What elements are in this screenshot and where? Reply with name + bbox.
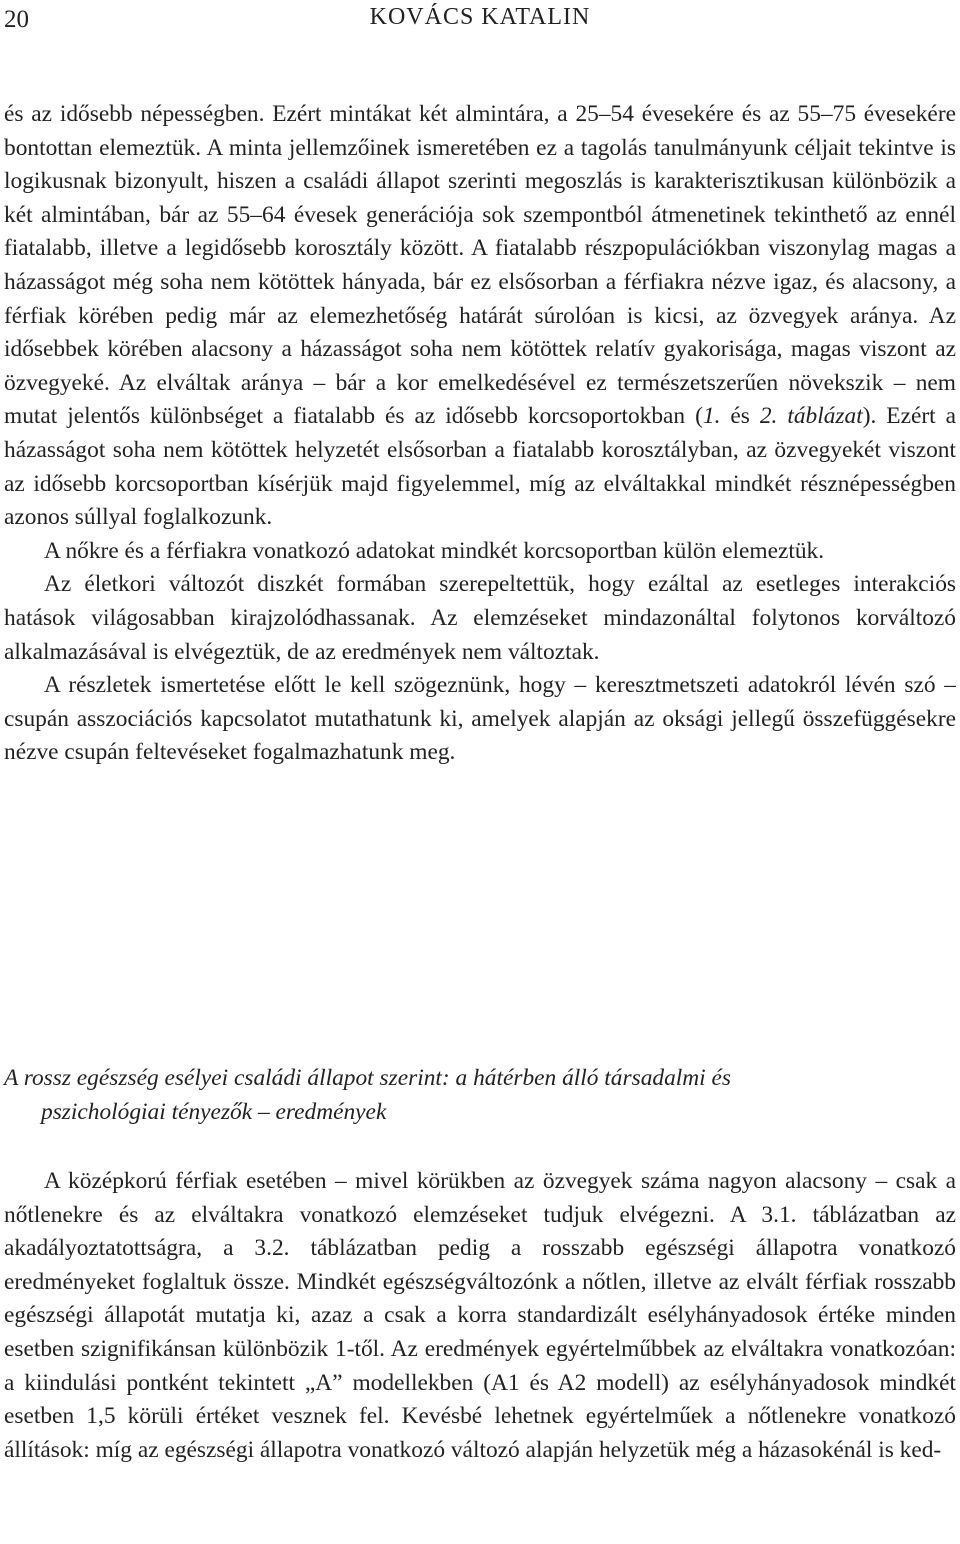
section-heading-line: pszichológiai tényezők – eredmények xyxy=(41,1098,387,1125)
paragraph-text: és az idősebb népességben. Ezért mintákat két almintára, a 25–54 évesekére és az 55–75 évesekére bontottan elemeztük. A minta jellemzőinek ismeretében ez a tagolás tanulmányunk céljait tekintve is logikusnak bizonyult, hiszen a családi állapot szerinti megoszlás is karakterisztikusan különbözik a két almintában, bár az 55–64 évesek generációja sok szempontból átmenetinek tekinthető az ennél fiatalabb, illetve a legidősebb korosztály között. A fiatalabb részpopulációkban viszonylag magas a házasságot még soha nem kötöttek hányada, bár ez elsősorban a férfiakra nézve igaz, és alacsony, a férfiak körében pedig már az elemezhetőség határát súrolóan is kicsi, az özvegyek aránya. Az idősebbek körében alacsony a házasságot soha nem kötöttek relatív gyakorisága, magas viszont az özvegyeké. Az elváltak aránya – bár a kor emelkedésével ez természetszerűen növekszik – nem mutat jelentős különbséget a fiatalabb és az idősebb korcsoportokban ( xyxy=(4,101,956,430)
paragraph xyxy=(4,98,956,535)
table-reference: 1. xyxy=(702,403,721,430)
body-text-top xyxy=(4,98,956,770)
running-head: KOVÁCS KATALIN xyxy=(369,4,591,30)
paragraph: A középkorú férfiak esetében – mivel körükben az özvegyek száma nagyon alacsony – csak a nőtlenekre és az elváltakra vonatkozó elemzéseket tudjuk elvégezni. A 3.1. táblázatban az akadályoztatottságra, a 3.2. táblázatban pedig a rosszabb egészségi állapotra vonatkozó eredményeket foglaltuk össze. Mindkét egészségváltozónk a nőtlen, illetve az elvált férfiak rosszabb egészségi állapotát mutatja ki, azaz a csak a korra standardizált esélyhányadosok értéke minden esetben szignifikánsan különbözik 1-től. Az eredmények egyértelműbbek az elváltakra vonatkozóan: a kiindulási pontként tekintett „A” modellekben (A1 és A2 modell) az esélyhányadosok mindkét esetben 1,5 körüli értéket vesznek fel. Kevésbé lehetnek egyértelműek a nőtlenekre vonatkozó állítások: míg az egészségi állapotra vonatkozó változó alapján helyzetük még a házasokénál is ked- xyxy=(4,1168,956,1463)
paragraph: A részletek ismertetése előtt le kell szögeznünk, hogy – keresztmetszeti adatokról lévén szó – csupán asszociációs kapcsolatot mutathatunk ki, amelyek alapján az oksági jellegű összefüggésekre nézve csupán feltevéseket fogalmazhatunk meg. xyxy=(4,672,956,766)
paragraph: Az életkori változót diszkét formában szerepeltettük, hogy ezáltal az esetleges interakciós hatások világosabban kirajzolódhassanak. Az elemzéseket mindazonáltal folytonos korváltozó alkalmazásával is elvégeztük, de az eredmények nem változtak. xyxy=(4,571,956,665)
paragraph-text: ). Ezért a házasságot soha nem kötöttek helyzetét elsősorban a fiatalabb korosztályban, az özvegyekét viszont az idősebb korcsoportban kísérjük majd figyelemmel, míg az elváltakkal mindkét résznépességben azonos súllyal foglalkozunk. xyxy=(4,403,956,531)
page-number: 20 xyxy=(4,6,29,33)
page-header xyxy=(0,2,960,38)
paragraph: A nőkre és a férfiakra vonatkozó adatokat mindkét korcsoportban külön elemeztük. xyxy=(44,537,825,564)
table-reference: 2. táblázat xyxy=(759,403,863,430)
section-heading-line: A rossz egészség esélyei családi állapot szerint: a hátérben álló társadalmi és xyxy=(4,1065,732,1091)
section-heading xyxy=(4,1062,956,1129)
body-text-bottom xyxy=(4,1165,956,1467)
paragraph-text: és xyxy=(720,403,760,430)
